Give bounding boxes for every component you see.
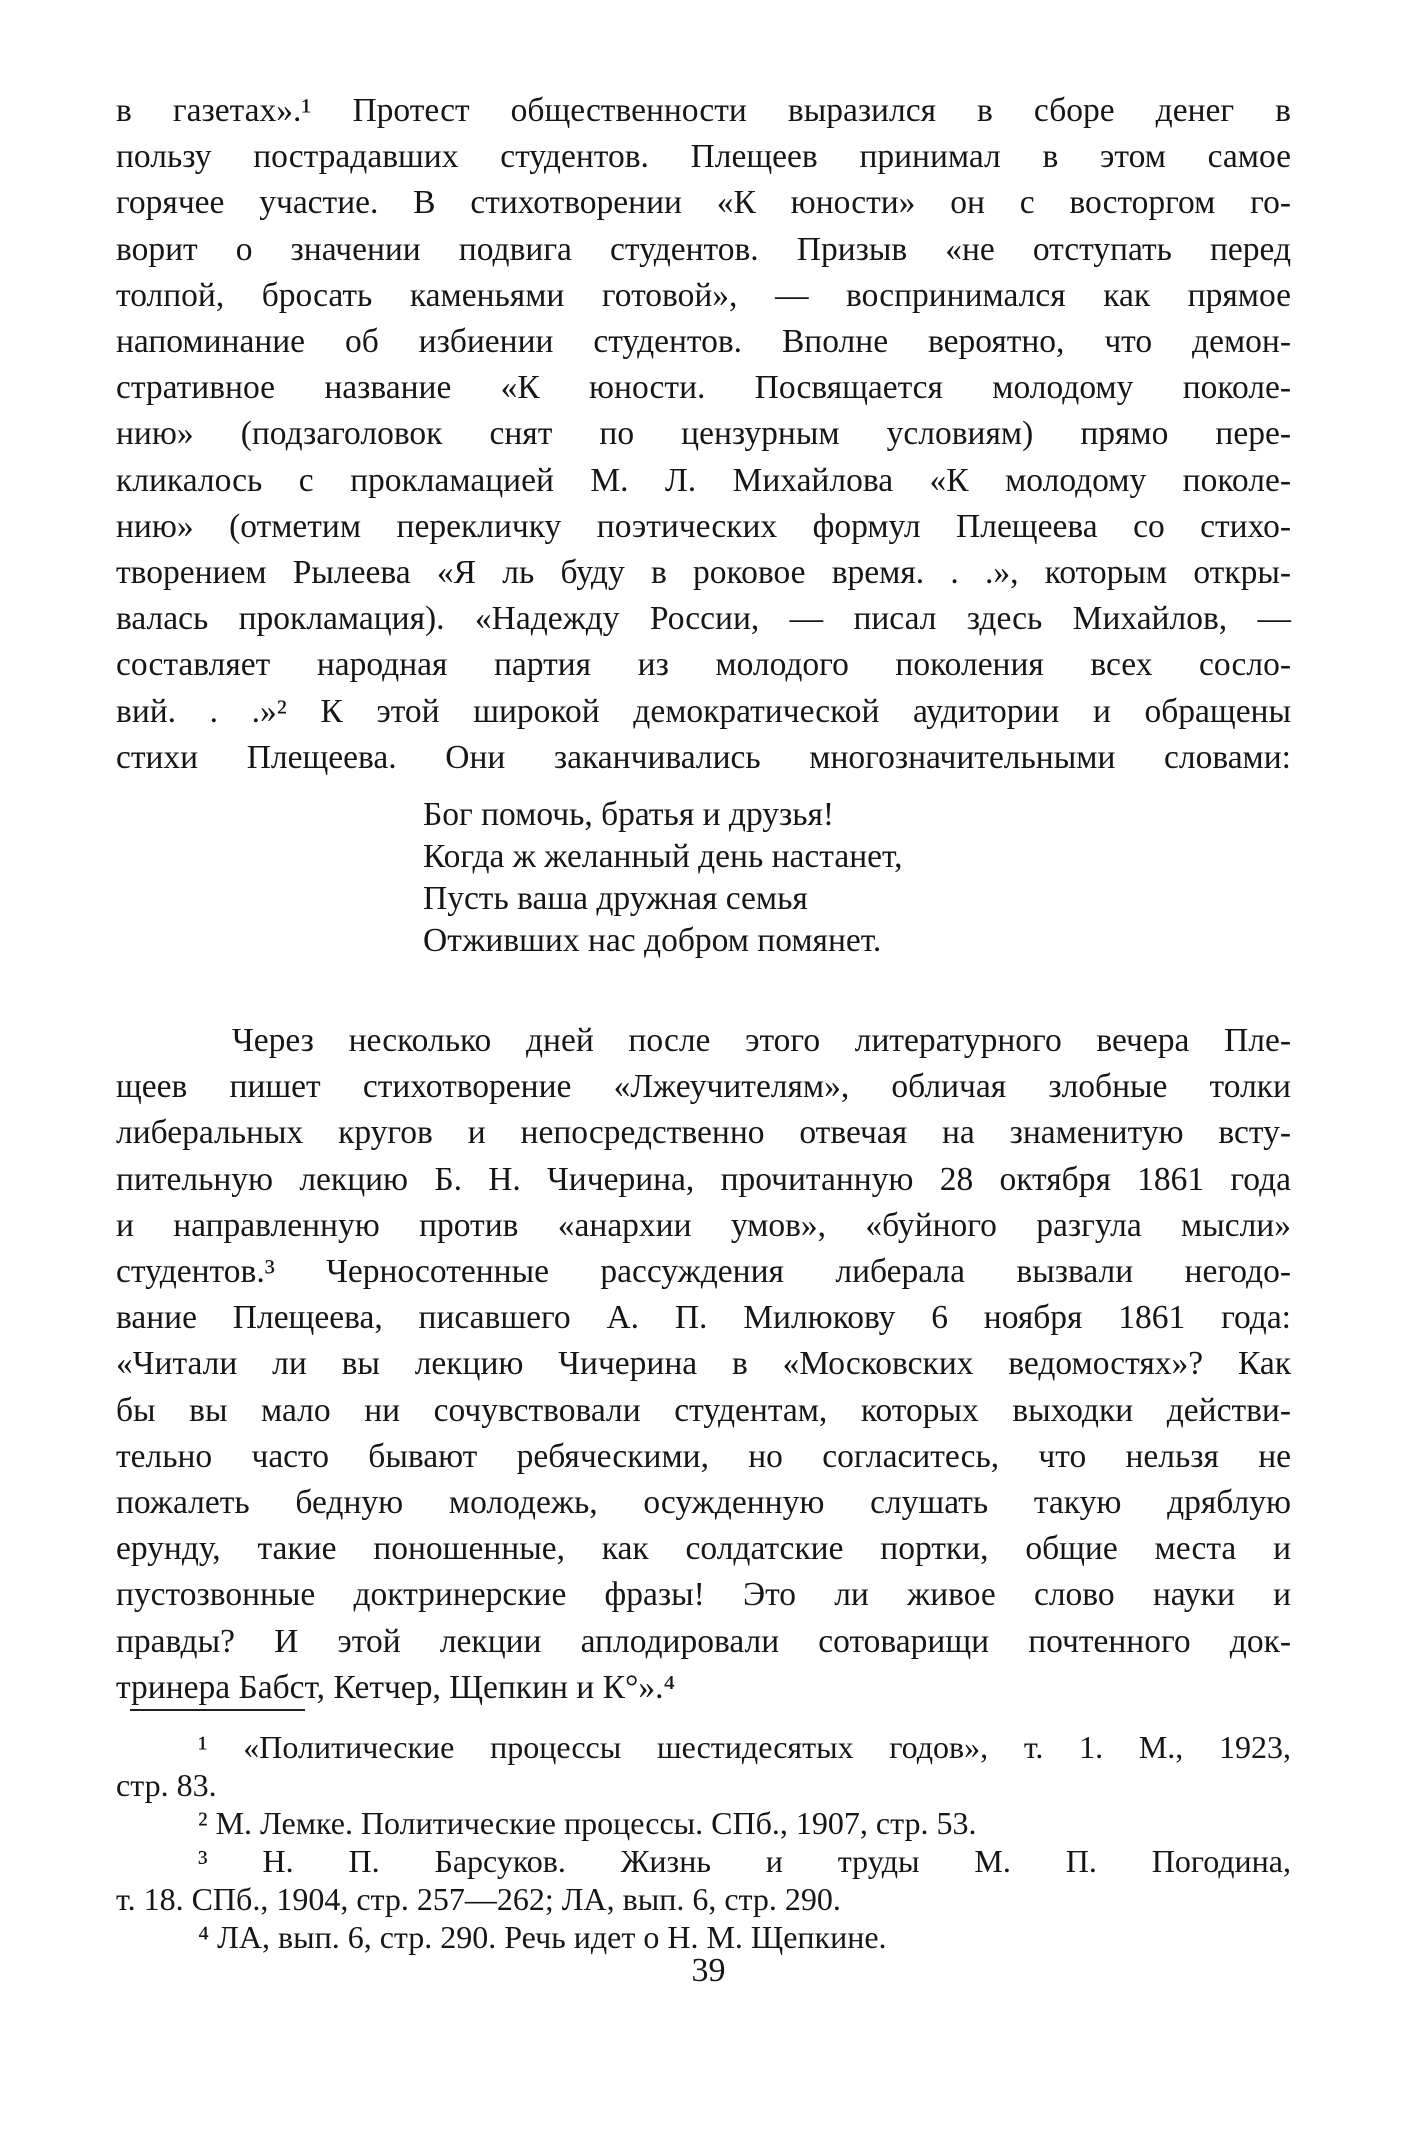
text-line: вий. . .»² К этой широкой демократической аудитории и обращены	[116, 692, 1291, 730]
paragraph-1	[116, 88, 1291, 781]
text-line: пожалеть бедную молодежь, осужденную слушать такую дряблую	[116, 1484, 1291, 1522]
footnote-line: ⁴ ЛА, вып. 6, стр. 290. Речь идет о Н. М. Щепкине.	[198, 1919, 887, 1955]
text-line: кликалось с прокламацией М. Л. Михайлова «К молодому поколе-	[116, 461, 1291, 499]
text-line: пустозвонные доктринерские фразы! Это ли живое слово науки и	[116, 1576, 1291, 1614]
text-line: пользу пострадавших студентов. Плещеев принимал в этом самое	[116, 138, 1291, 176]
text-line: щеев пишет стихотворение «Лжеучителям», обличая злобные толки	[116, 1068, 1291, 1106]
footnote-line: ² М. Лемке. Политические процессы. СПб., 1907, стр. 53.	[198, 1805, 977, 1841]
poem-line: Пусть ваша дружная семья	[423, 880, 808, 917]
text-line: толпой, бросать каменьями готовой», — воспринимался как прямое	[116, 276, 1291, 314]
text-line: либеральных кругов и непосредственно отвечая на знаменитую всту-	[116, 1114, 1291, 1152]
poem-line: Отживших нас добром помянет.	[423, 922, 882, 959]
paragraph-2	[116, 1018, 1291, 1711]
text-line: бы вы мало ни сочувствовали студентам, которых выходки действи-	[116, 1391, 1291, 1429]
text-line: стихи Плещеева. Они заканчивались многозначительными словами:	[116, 738, 1291, 776]
text-line: напоминание об избиении студентов. Вполне вероятно, что демон-	[116, 323, 1291, 361]
text-line: горячее участие. В стихотворении «К юности» он с восторгом го-	[116, 184, 1291, 222]
poem-line: Бог помочь, братья и друзья!	[423, 796, 835, 833]
text-line: валась прокламация). «Надежду России, — писал здесь Михайлов, —	[116, 600, 1291, 638]
footnote-line: ³ Н. П. Барсуков. Жизнь и труды М. П. Погодина,	[198, 1843, 1291, 1879]
text-line: «Читали ли вы лекцию Чичерина в «Московских ведомостях»? Как	[116, 1345, 1291, 1383]
poem-quote	[423, 794, 903, 962]
footnote-line: т. 18. СПб., 1904, стр. 257—262; ЛА, вып. 6, стр. 290.	[116, 1881, 841, 1917]
text-line: нию» (отметим перекличку поэтических формул Плещеева со стихо-	[116, 507, 1291, 545]
text-line: ерунду, такие поношенные, как солдатские портки, общие места и	[116, 1530, 1291, 1568]
text-line: пительную лекцию Б. Н. Чичерина, прочитанную 28 октября 1861 года	[116, 1160, 1291, 1198]
text-line: вание Плещеева, писавшего А. П. Милюкову 6 ноября 1861 года:	[116, 1299, 1291, 1337]
text-line: ворит о значении подвига студентов. Призыв «не отступать перед	[116, 230, 1291, 268]
page-number: 39	[691, 1952, 726, 1989]
text-line: стративное название «К юности. Посвящается молодому поколе-	[116, 369, 1291, 407]
text-line: в газетах».¹ Протест общественности выразился в сборе денег в	[116, 92, 1291, 129]
text-line: нию» (подзаголовок снят по цензурным условиям) прямо пере-	[116, 415, 1291, 453]
text-line: творением Рылеева «Я ль буду в роковое время. . .», которым откры-	[116, 554, 1291, 592]
footnote-separator	[130, 1709, 305, 1711]
text-line: и направленную против «анархии умов», «буйного разгула мысли»	[116, 1206, 1291, 1244]
footnote-line: стр. 83.	[116, 1767, 217, 1803]
footnotes	[116, 1728, 1291, 1956]
footnote-line: ¹ «Политические процессы шестидесятых годов», т. 1. М., 1923,	[198, 1729, 1291, 1765]
text-line: составляет народная партия из молодого поколения всех сосло-	[116, 646, 1291, 684]
text-line: правды? И этой лекции аплодировали сотоварищи почтенного док-	[116, 1622, 1291, 1660]
poem-line: Когда ж желанный день настанет,	[423, 838, 903, 875]
text-line: тринера Бабст, Кетчер, Щепкин и К°».⁴	[116, 1668, 676, 1706]
text-line: студентов.³ Черносотенные рассуждения либерала вызвали негодо-	[116, 1253, 1291, 1291]
text-line: Через несколько дней после этого литературного вечера Пле-	[232, 1022, 1291, 1059]
text-line: тельно часто бывают ребяческими, но согласитесь, что нельзя не	[116, 1437, 1291, 1475]
